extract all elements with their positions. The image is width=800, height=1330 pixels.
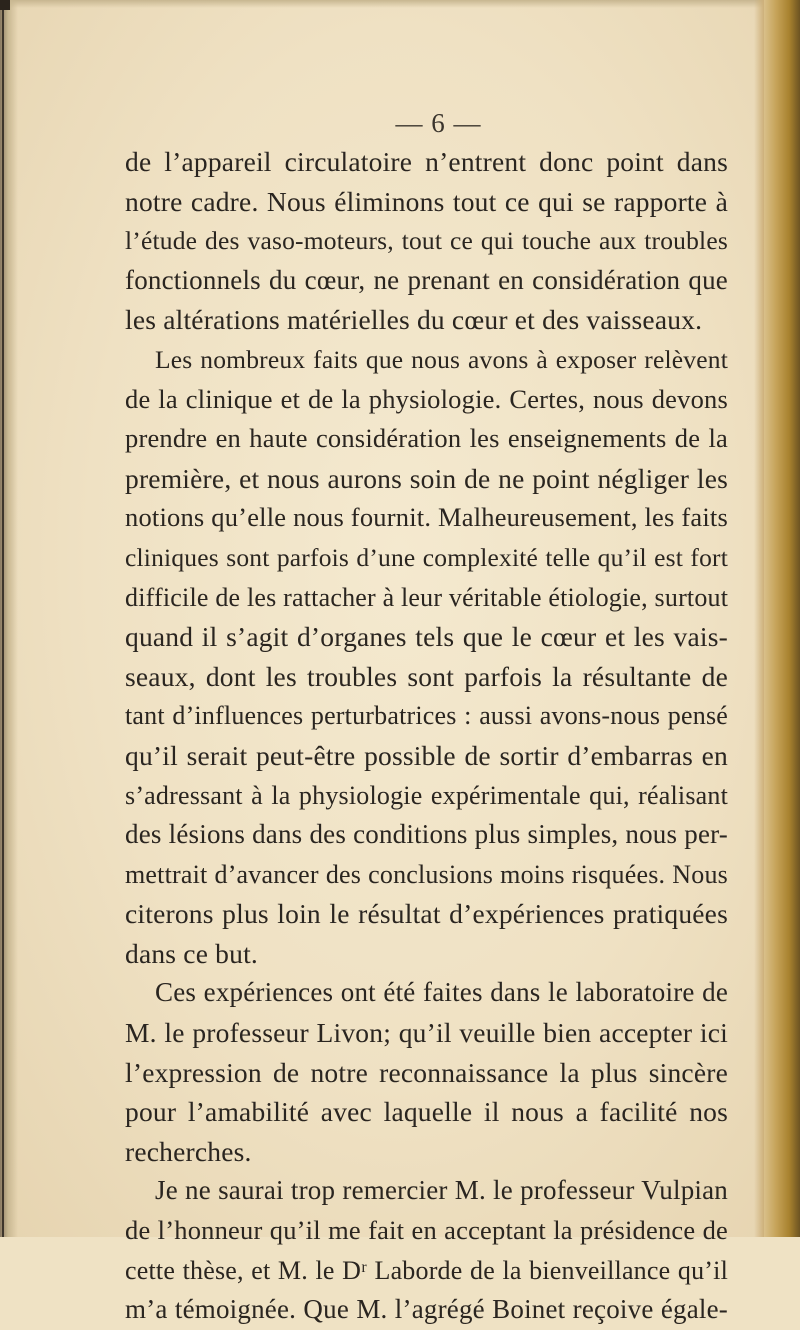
text-line: difficile de les rattacher à leur véritable étiologie, surtout [125,582,729,612]
page-body [125,108,728,1330]
text-line: M. le professeur Livon; qu’il veuille bien accepter ici [125,1017,728,1049]
text-line: pour l’amabilité avec laquelle il nous a facilité nos [125,1096,728,1128]
text-line: de la clinique et de la physiologie. Certes, nous devons [125,383,728,414]
text-line: seaux, dont les troubles sont parfois la résultante de [125,660,728,692]
text-line: fonctionnels du cœur, ne prenant en considération que [125,264,728,295]
text-line: tant d’influences perturbatrices : aussi avons-nous pensé [125,701,728,731]
text-line: première, et nous aurons soin de ne point négliger les [125,462,728,494]
text-line: de l’appareil circulatoire n’entrent donc point dans [125,146,728,177]
text-line: qu’il serait peut-être possible de sortir d’embarras en [125,739,728,771]
text-line: les altérations matérielles du cœur et des vaisseaux. [125,304,703,336]
text-line: de l’honneur qu’il me fait en acceptant la présidence de [125,1215,728,1246]
page-edge-shading [754,0,764,1237]
text-line: m’a témoignée. Que M. l’agrégé Boinet reçoive égale- [125,1294,728,1325]
text-line: notions qu’elle nous fournit. Malheureusement, les faits [125,502,728,533]
text-line: dans ce but. [125,937,258,969]
text-line: Je ne saurai trop remercier M. le professeur Vulpian [155,1175,728,1206]
text-line: prendre en haute considération les enseignements de la [125,423,728,454]
text-line: quand il s’agit d’organes tels que le cœur et les vais- [125,621,728,653]
text-line: l’expression de notre reconnaissance la plus sincère [125,1056,728,1088]
page-number: — 6 — [395,108,482,138]
text-line: l’étude des vaso-moteurs, tout ce qui touche aux troubles [125,226,728,256]
text-line: citerons plus loin le résultat d’expériences pratiquées [125,898,728,930]
top-edge-shadow [0,0,800,8]
text-line: cliniques sont parfois d’une complexité telle qu’il est fort [125,542,728,572]
text-line: notre cadre. Nous éliminons tout ce qui se rapporte à [125,185,728,217]
book-edge [764,0,800,1237]
text-line: cette thèse, et M. le Dʳ Laborde de la bienveillance qu’il [125,1255,728,1285]
text-line: des lésions dans des conditions plus simples, nous per- [125,819,728,850]
text-line: Les nombreux faits que nous avons à exposer relèvent [155,344,728,374]
text-line: recherches. [125,1135,252,1167]
text-lines [125,142,728,1330]
text-line: mettrait d’avancer des conclusions moins risquées. Nous [125,859,728,889]
binding-edge-line [2,0,4,1237]
text-line: Ces expériences ont été faites dans le laboratoire de [155,977,728,1008]
text-line: s’adressant à la physiologie expérimentale qui, réalisant [125,780,728,810]
corner-mark [0,0,10,10]
